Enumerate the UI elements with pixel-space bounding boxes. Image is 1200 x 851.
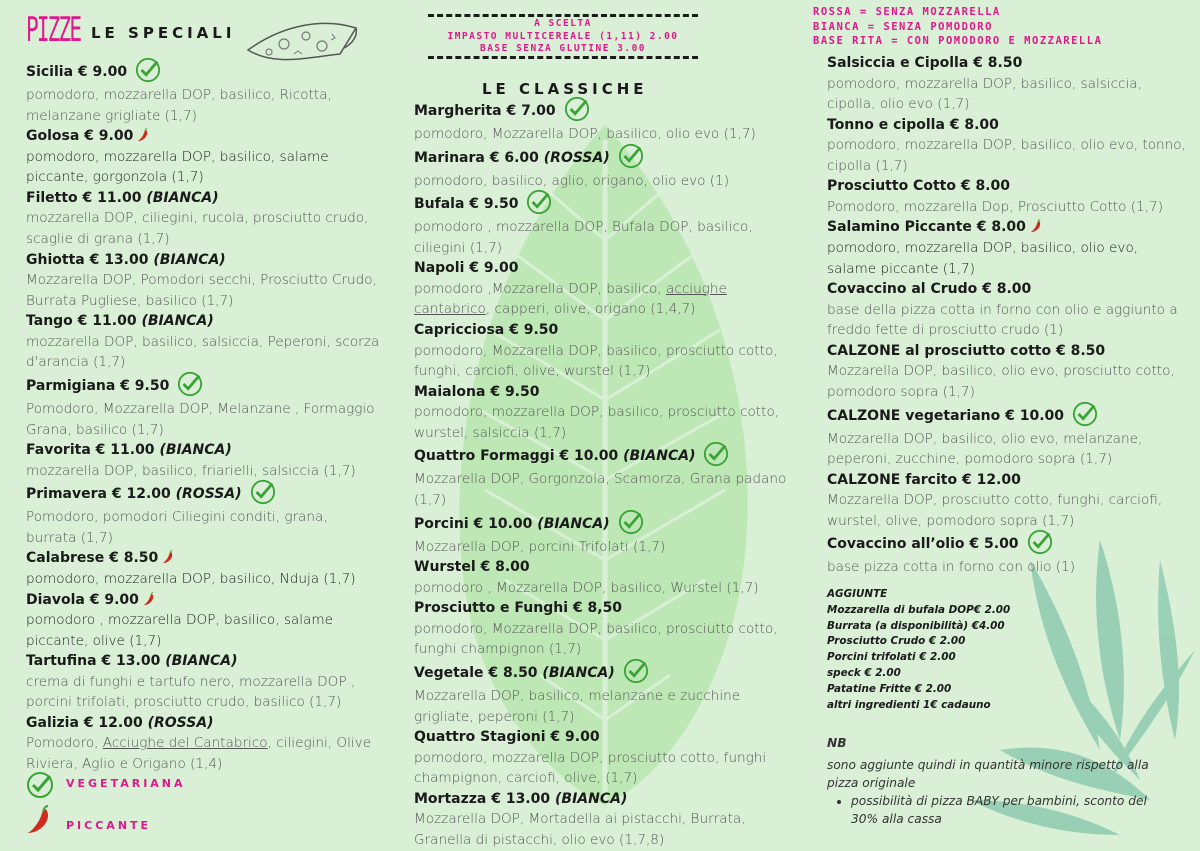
aggiunte-section	[827, 587, 1010, 713]
menu-item	[26, 126, 381, 188]
menu-item-ingredients: Mozzarella DOP, basilico, melanzane e zucchine grigliate, peperoni (1,7)	[414, 688, 741, 725]
menu-item-name	[26, 481, 381, 507]
menu-item-name	[26, 59, 381, 85]
legend-label-vegetariana: VEGETARIANA	[66, 777, 186, 790]
chili-icon	[1029, 219, 1043, 233]
menu-item-name	[827, 53, 1187, 74]
menu-item-title: Margherita € 7.00	[414, 103, 556, 119]
menu-item-name	[26, 373, 381, 399]
base-tag: (BIANCA)	[623, 448, 696, 465]
menu-item-name	[827, 531, 1187, 557]
menu-item-ingredients: Mozzarella DOP, Mortadella ai pistacchi, Burrata, Granella di pistacchi, olio evo (1,7,8)	[414, 811, 746, 848]
menu-item-title: Tango € 11.00	[26, 313, 137, 330]
menu-item	[414, 191, 794, 258]
menu-item	[26, 481, 381, 548]
base-tag: (BIANCA)	[153, 251, 226, 268]
menu-item	[26, 440, 381, 481]
menu-item-ingredients: pomodoro , mozzarella DOP, basilico, salame piccante, olive (1,7)	[26, 612, 333, 649]
options-line-senza-glutine: BASE SENZA GLUTINE 3.00	[479, 43, 647, 54]
menu-item	[827, 470, 1187, 532]
nb-title: NB	[827, 736, 847, 750]
aggiunte-item: Burrata (a disponibilità) €4.00	[827, 619, 1005, 632]
speciali-list	[26, 59, 381, 775]
menu-item-title: Primavera € 12.00	[26, 486, 171, 503]
menu-item	[26, 59, 381, 126]
menu-item-name	[827, 470, 1187, 491]
menu-item-ingredients: pomodoro, mozzarella DOP, basilico, olio evo, salame piccante (1,7)	[827, 239, 1139, 277]
aggiunte-item: Porcini trifolati € 2.00	[827, 651, 956, 664]
menu-item-ingredients: pomodoro, mozzarella DOP, basilico, Ricotta, melanzane grigliate (1,7)	[26, 87, 332, 124]
base-tag: (BIANCA)	[141, 313, 214, 330]
menu-item-name	[26, 713, 381, 734]
menu-item-title: Favorita € 11.00	[26, 442, 155, 459]
check-icon	[703, 441, 729, 467]
section-title-classiche: LE CLASSICHE	[482, 80, 648, 98]
menu-item	[414, 598, 794, 660]
menu-item-name	[414, 511, 794, 537]
ingredients-part: , ciliegini, Olive Riviera, Aglio e Origano (1,4)	[26, 735, 372, 772]
menu-item-ingredients: Mozzarella DOP, basilico, olio evo, prosciutto cotto, pomodoro sopra (1,7)	[827, 363, 1175, 400]
menu-item-ingredients: Pomodoro, Mozzarella DOP, Melanzane , Formaggio Grana, basilico (1,7)	[26, 400, 375, 438]
menu-item-title: Covaccino all’olio € 5.00	[827, 536, 1019, 553]
menu-item-title: Porcini € 10.00	[414, 515, 533, 532]
menu-item	[827, 279, 1187, 341]
menu-item-ingredients	[414, 279, 794, 320]
menu-item	[827, 115, 1187, 177]
menu-item	[414, 258, 794, 320]
aggiunte-item: Mozzarella di bufala DOP€ 2.00	[827, 603, 1011, 616]
menu-item-ingredients: pomodoro , mozzarella DOP, Bufala DOP, basilico, ciliegini (1,7)	[414, 219, 753, 256]
menu-item-title: Covaccino al Crudo € 8.00	[827, 281, 1032, 298]
menu-item-name	[414, 145, 794, 171]
check-icon	[623, 658, 649, 684]
menu-item-ingredients: pomodoro, mozzarella DOP, basilico, salame piccante, gorgonzola (1,7)	[26, 148, 329, 186]
menu-item	[414, 557, 794, 598]
menu-item	[414, 443, 794, 510]
base-tag: (ROSSA)	[175, 486, 242, 503]
legend-piccante	[26, 805, 226, 835]
check-icon	[177, 371, 203, 397]
menu-item-name	[414, 727, 794, 748]
menu-item-title: Salamino Piccante € 8.00	[827, 219, 1026, 236]
menu-item-ingredients: pomodoro, basilico, aglio, origano, olio evo (1)	[414, 172, 730, 189]
chili-icon	[26, 805, 52, 835]
menu-item-ingredients: mozzarella DOP, ciliegini, rucola, prosciutto crudo, scaglie di grana (1,7)	[26, 210, 369, 247]
nb-bullet-item: • possibilità di pizza BABY per bambini, sconto del 30% alla cassa	[851, 792, 1177, 828]
menu-item-name	[26, 590, 381, 611]
menu-item-ingredients: base della pizza cotta in forno con olio e aggiunto a freddo fette di prosciutto crudo (1)	[827, 301, 1178, 339]
options-title: A SCELTA	[534, 18, 592, 29]
options-box	[428, 18, 698, 56]
legend-vegetariana	[26, 771, 226, 801]
base-tag: (BIANCA)	[542, 665, 615, 681]
menu-item-title: Salsiccia e Cipolla € 8.50	[827, 55, 1023, 71]
aggiunte-title: AGGIUNTE	[827, 588, 888, 600]
menu-item	[26, 188, 381, 250]
base-tag: (ROSSA)	[543, 149, 610, 166]
menu-item-ingredients: mozzarella DOP, basilico, friarielli, salsiccia (1,7)	[26, 462, 356, 479]
menu-item-title: CALZONE al prosciutto cotto € 8.50	[827, 342, 1106, 359]
menu-item-ingredients: pomodoro, mozzarella DOP, basilico, Nduja (1,7)	[26, 570, 356, 587]
menu-item-name	[26, 440, 381, 461]
check-icon	[1072, 401, 1098, 427]
base-tag: (BIANCA)	[165, 653, 238, 670]
aggiunte-item: Prosciutto Crudo € 2.00	[827, 635, 966, 648]
nb-text: sono aggiunte quindi in quantità minore rispetto alla pizza originale	[827, 758, 1149, 790]
menu-item-title: Quattro Formaggi € 10.00	[414, 448, 619, 465]
menu-item	[827, 531, 1187, 578]
base-tag: (ROSSA)	[147, 714, 214, 731]
menu-item-name	[827, 403, 1187, 429]
menu-item-title: Napoli € 9.00	[414, 260, 519, 277]
menu-item	[26, 713, 381, 775]
ingredients-part: pomodoro ,Mozzarella DOP, basilico,	[414, 280, 667, 297]
menu-item-title: CALZONE vegetariano € 10.00	[827, 407, 1065, 424]
dashed-divider-bottom	[428, 56, 698, 59]
menu-item-title: CALZONE farcito € 12.00	[827, 471, 1021, 488]
menu-item-title: Tonno e cipolla € 8.00	[827, 116, 999, 133]
menu-item	[414, 511, 794, 558]
menu-item-title: Filetto € 11.00	[26, 189, 142, 206]
aggiunte-item: altri ingredienti 1€ cadauno	[827, 698, 991, 711]
menu-item-ingredients: pomodoro, Mozzarella DOP, basilico, prosciutto cotto, funghi, carciofi, olive, wurstel (1,7)	[414, 342, 778, 380]
base-legend	[813, 5, 1102, 49]
menu-item-ingredients: pomodoro, mozzarella DOP, prosciutto cotto, funghi champignon, carciofi, olive, (1,7)	[414, 749, 767, 787]
check-icon	[618, 509, 644, 535]
menu-item	[827, 217, 1187, 279]
menu-item-name	[26, 311, 381, 332]
menu-item	[26, 651, 381, 713]
menu-item-title: Marinara € 6.00	[414, 149, 539, 166]
check-icon	[564, 96, 590, 122]
base-legend-bianca: BIANCA = SENZA POMODORO	[813, 20, 993, 33]
menu-item-name	[414, 443, 794, 469]
menu-item	[827, 403, 1187, 470]
menu-item-name	[414, 98, 794, 124]
menu-item-title: Parmigiana € 9.50	[26, 377, 170, 394]
menu-item-ingredients: crema di funghi e tartufo nero, mozzarella DOP , porcini trifolati, prosciutto crudo, basilico (1,7)	[26, 673, 356, 711]
menu-item-name	[414, 320, 794, 341]
menu-item-ingredients: pomodoro, mozzarella DOP, basilico, olio evo, tonno, cipolla (1,7)	[827, 137, 1186, 174]
menu-item-name	[414, 789, 794, 810]
menu-item-ingredients: base pizza cotta in forno con olio (1)	[827, 559, 1076, 576]
check-icon	[618, 143, 644, 169]
ingredients-underlined: Acciughe del Cantabrico	[102, 735, 268, 752]
menu-item-title: Diavola € 9.00	[26, 591, 139, 608]
menu-item-ingredients: Mozzarella DOP, prosciutto cotto, funghi, carciofi, wurstel, olive, pomodoro sopra (1,7)	[827, 492, 1163, 529]
menu-item-ingredients: pomodoro, mozzarella DOP, basilico, prosciutto cotto, wurstel, salsiccia (1,7)	[414, 404, 780, 441]
menu-item-ingredients: Mozzarella DOP, Gorgonzola, Scamorza, Grana padano (1,7)	[414, 471, 787, 509]
ingredients-part: , capperi, olive, origano (1,4,7)	[485, 301, 696, 318]
menu-item-title: Sicilia € 9.00	[26, 64, 128, 80]
menu-item-title: Maialona € 9.50	[414, 383, 540, 400]
nb-bullet-list	[827, 792, 1177, 828]
menu-item	[414, 145, 794, 192]
menu-item-name	[827, 176, 1187, 197]
menu-item-ingredients: Mozzarella DOP, basilico, olio evo, melanzane, peperoni, zucchine, pomodoro sopra (1,7)	[827, 430, 1143, 468]
section-title-speciali: LE SPECIALI	[91, 24, 236, 42]
menu-item	[414, 727, 794, 789]
menu-item-ingredients: Mozzarella DOP, Pomodori secchi, Prosciutto Crudo, Burrata Pugliese, basilico (1,7)	[26, 272, 377, 309]
menu-item-name	[827, 279, 1187, 300]
options-line-multicereale: IMPASTO MULTICEREALE (1,11) 2.00	[447, 30, 679, 42]
menu-item	[26, 548, 381, 589]
base-tag: (BIANCA)	[537, 515, 610, 532]
chili-icon	[136, 128, 150, 142]
menu-item-ingredients: pomodoro , Mozzarella DOP, basilico, Wurstel (1,7)	[414, 579, 759, 596]
menu-item	[414, 320, 794, 382]
chili-icon	[161, 550, 175, 564]
menu-item	[827, 176, 1187, 217]
menu-item-name	[26, 188, 381, 209]
menu-item-ingredients: Pomodoro, pomodori Ciliegini conditi, grana, burrata (1,7)	[26, 509, 328, 546]
menu-item-name	[26, 651, 381, 672]
check-icon	[135, 57, 161, 83]
base-tag: (BIANCA)	[555, 790, 628, 807]
aggiunte-item: speck € 2.00	[827, 666, 901, 679]
menu-item-title: Prosciutto e Funghi € 8,50	[414, 600, 623, 617]
menu-item-name	[414, 557, 794, 578]
menu-item	[827, 341, 1187, 403]
classiche-list	[414, 98, 794, 851]
ingredients-part: Pomodoro,	[26, 735, 103, 752]
menu-item-ingredients	[26, 733, 381, 774]
legend-label-piccante: PICCANTE	[66, 819, 152, 832]
menu-item	[26, 250, 381, 312]
menu-item-name	[414, 660, 794, 686]
menu-item-name	[414, 598, 794, 619]
menu-item-name	[827, 115, 1187, 136]
menu-item-title: Bufala € 9.50	[414, 196, 519, 213]
base-tag: (BIANCA)	[146, 189, 219, 206]
menu-item-ingredients: pomodoro, mozzarella DOP, basilico, salsiccia, cipolla, olio evo (1,7)	[827, 75, 1142, 113]
base-legend-rossa: ROSSA = SENZA MOZZARELLA	[813, 6, 1001, 18]
menu-item-name	[827, 217, 1187, 238]
menu-item-name	[26, 126, 381, 147]
menu-item-ingredients: mozzarella DOP, basilico, salsiccia, Peperoni, scorza d'arancia (1,7)	[26, 333, 380, 371]
menu-item-title: Quattro Stagioni € 9.00	[414, 729, 600, 746]
check-icon	[26, 771, 54, 799]
menu-item-ingredients: pomodoro, Mozzarella DOP, basilico, olio evo (1,7)	[414, 126, 756, 142]
check-icon	[526, 189, 552, 215]
menu-item-title: Galizia € 12.00	[26, 714, 143, 731]
menu-item	[414, 98, 794, 145]
menu-item-title: Golosa € 9.00	[26, 128, 134, 145]
menu-item-title: Vegetale € 8.50	[414, 665, 538, 681]
menu-item	[414, 789, 794, 851]
pizze-title: PIZZE	[26, 10, 81, 50]
menu-item	[827, 53, 1187, 115]
menu-item-title: Capricciosa € 9.50	[414, 322, 559, 339]
menu-item	[26, 311, 381, 373]
menu-item-name	[827, 341, 1187, 362]
base-tag: (BIANCA)	[159, 442, 232, 459]
base-legend-rita: BASE RITA = CON POMODORO E MOZZARELLA	[813, 35, 1103, 47]
legend	[26, 771, 226, 835]
menu-item-name	[414, 258, 794, 279]
menu-item-title: Tartufina € 13.00	[26, 653, 161, 670]
menu-item-name	[26, 250, 381, 271]
menu-item-name	[414, 191, 794, 217]
menu-item	[414, 660, 794, 727]
menu-item-name	[26, 548, 381, 569]
check-icon	[1027, 529, 1053, 555]
menu-item	[414, 382, 794, 444]
menu-item	[26, 590, 381, 652]
menu-item-title: Wurstel € 8.00	[414, 559, 530, 576]
menu-item-title: Prosciutto Cotto € 8.00	[827, 178, 1010, 195]
menu-item-title: Calabrese € 8.50	[26, 550, 159, 567]
menu-item-name	[414, 382, 794, 403]
menu-item-ingredients: pomodoro, Mozzarella DOP, basilico, prosciutto cotto, funghi champignon (1,7)	[414, 620, 778, 658]
dashed-divider-top	[428, 14, 698, 17]
other-pizzas-list	[827, 53, 1187, 578]
nb-section	[827, 734, 1177, 828]
menu-item-ingredients: Mozzarella DOP, porcini Trifolati (1,7)	[414, 538, 666, 555]
menu-item-title: Mortazza € 13.00	[414, 790, 551, 807]
chili-icon	[142, 592, 156, 606]
menu-item-ingredients: Pomodoro, mozzarella Dop, Prosciutto Cotto (1,7)	[827, 198, 1163, 215]
check-icon	[250, 479, 276, 505]
ingredients-underlined: acciughe cantabrico	[414, 280, 727, 318]
menu-item	[26, 373, 381, 440]
aggiunte-item: Patatine Fritte € 2.00	[827, 682, 952, 695]
menu-item-title: Ghiotta € 13.00	[26, 251, 149, 268]
